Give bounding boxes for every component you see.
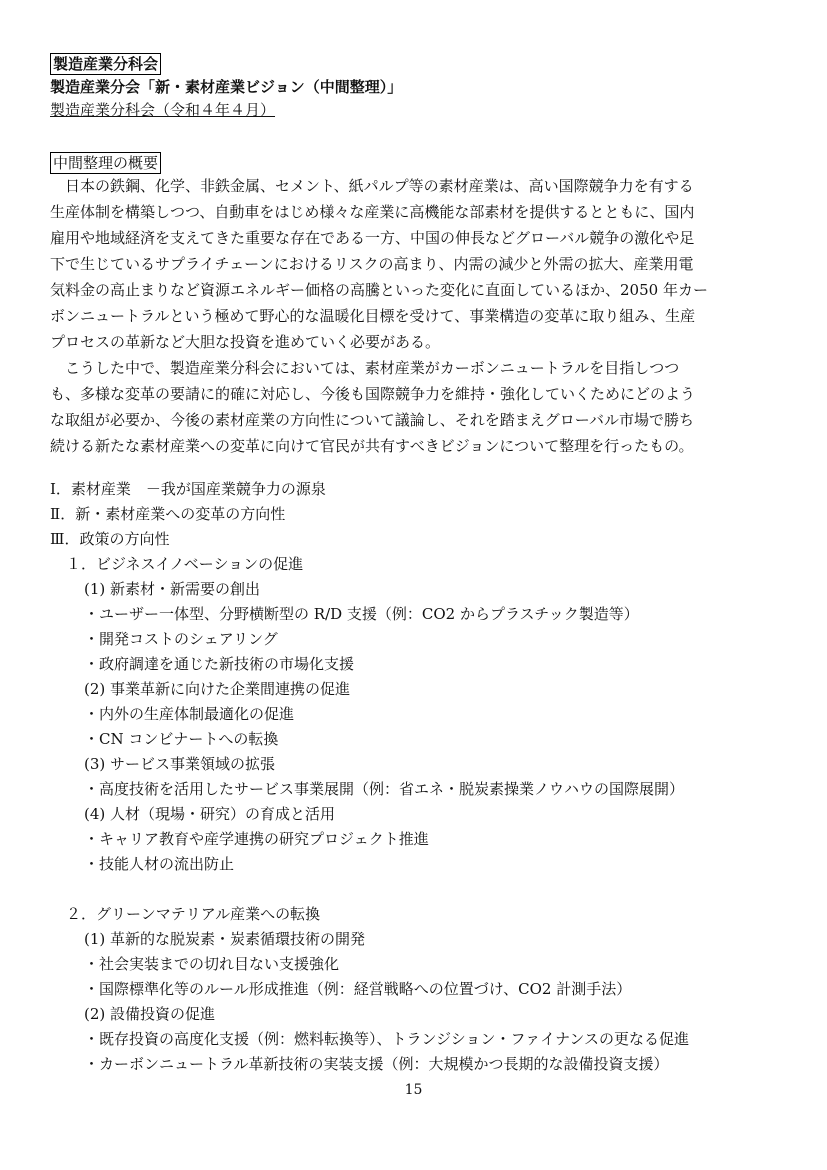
summary-p2-line: も、多様な変革の要請に的確に対応し、今後も国際競争力を維持・強化していくためにどのよう [50, 385, 696, 403]
section-1-sub-1: (1) 新素材・新需要の創出 [84, 580, 261, 598]
section-1-title: １．ビジネスイノベーションの促進 [66, 555, 304, 573]
summary-p2-line: 続ける新たな素材産業への変革に向けて官民が共有すべきビジョンについて整理を行ったもの。 [50, 437, 694, 455]
outline-roman-1: Ⅰ．素材産業 －我が国産業競争力の源泉 [50, 480, 326, 498]
section-2-sub-1: (1) 革新的な脱炭素・炭素循環技術の開発 [84, 930, 366, 948]
summary-p1-line: 下で生じているサプライチェーンにおけるリスクの高まり、内需の減少と外需の拡大、産業用電 [50, 255, 694, 273]
document-title: 製造産業分会「新・素材産業ビジョン（中間整理）」 [50, 78, 403, 96]
section-1-sub-4: (4) 人材（現場・研究）の育成と活用 [84, 805, 336, 823]
section-2-title: ２．グリーンマテリアル産業への転換 [66, 905, 321, 923]
summary-heading: 中間整理の概要 [50, 152, 161, 174]
bullet-item: ・内外の生産体制最適化の促進 [84, 705, 295, 723]
bullet-item: ・キャリア教育や産学連携の研究プロジェクト推進 [84, 830, 429, 848]
summary-p1-line: 日本の鉄鋼、化学、非鉄金属、セメント、紙パルプ等の素材産業は、高い国際競争力を有する [65, 177, 694, 195]
summary-p1-line: ボンニュートラルという極めて野心的な温暖化目標を受けて、事業構造の変革に取り組み、生産 [50, 307, 696, 325]
section-2-sub-2: (2) 設備投資の促進 [84, 1005, 216, 1023]
bullet-item: ・技能人材の流出防止 [84, 855, 235, 873]
summary-p1-line: 雇用や地域経済を支えてきた重要な存在である一方、中国の伸長などグローバル競争の激化や足 [50, 229, 695, 247]
bullet-item: ・国際標準化等のルール形成推進（例：経営戦略への位置づけ、CO2 計測手法） [84, 980, 632, 998]
summary-p2-line: こうした中で、製造産業分科会においては、素材産業がカーボンニュートラルを目指しつつ [65, 359, 680, 377]
document-source: 製造産業分科会（令和４年４月） [50, 101, 276, 119]
section-1-sub-3: (3) サービス事業領域の拡張 [84, 755, 276, 773]
section-1-sub-2: (2) 事業革新に向けた企業間連携の促進 [84, 680, 351, 698]
bullet-item: ・政府調達を通じた新技術の市場化支援 [84, 655, 355, 673]
bullet-item: ・高度技術を活用したサービス事業展開（例：省エネ・脱炭素操業ノウハウの国際展開） [84, 780, 685, 798]
bullet-item: ・CN コンビナートへの転換 [84, 730, 279, 748]
bullet-item: ・社会実装までの切れ目ない支援強化 [84, 955, 340, 973]
summary-p1-line: 気料金の高止まりなど資源エネルギー価格の高騰といった変化に直面しているほか、2050 年カー [50, 281, 708, 299]
section-tag: 製造産業分科会 [50, 53, 161, 75]
bullet-item: ・既存投資の高度化支援（例：燃料転換等）、トランジション・ファイナンスの更なる促進 [84, 1030, 689, 1048]
summary-p1-line: 生産体制を構築しつつ、自動車をはじめ様々な産業に高機能な部素材を提供するとともに、国内 [50, 203, 695, 221]
summary-p1-line: プロセスの革新など大胆な投資を進めていく必要がある。 [50, 333, 441, 351]
outline-roman-2: Ⅱ．新・素材産業への変革の方向性 [50, 505, 286, 523]
bullet-item: ・カーボンニュートラル革新技術の実装支援（例：大規模かつ長期的な設備投資支援） [84, 1055, 669, 1073]
bullet-item: ・ユーザー一体型、分野横断型の R/D 支援（例：CO2 からプラスチック製造等） [84, 605, 639, 623]
summary-p2-line: な取組が必要か、今後の素材産業の方向性について議論し、それを踏まえグローバル市場で勝ち [50, 411, 694, 429]
outline-roman-3: Ⅲ．政策の方向性 [50, 530, 170, 548]
bullet-item: ・開発コストのシェアリング [84, 630, 278, 648]
page-number: 15 [404, 1082, 423, 1098]
